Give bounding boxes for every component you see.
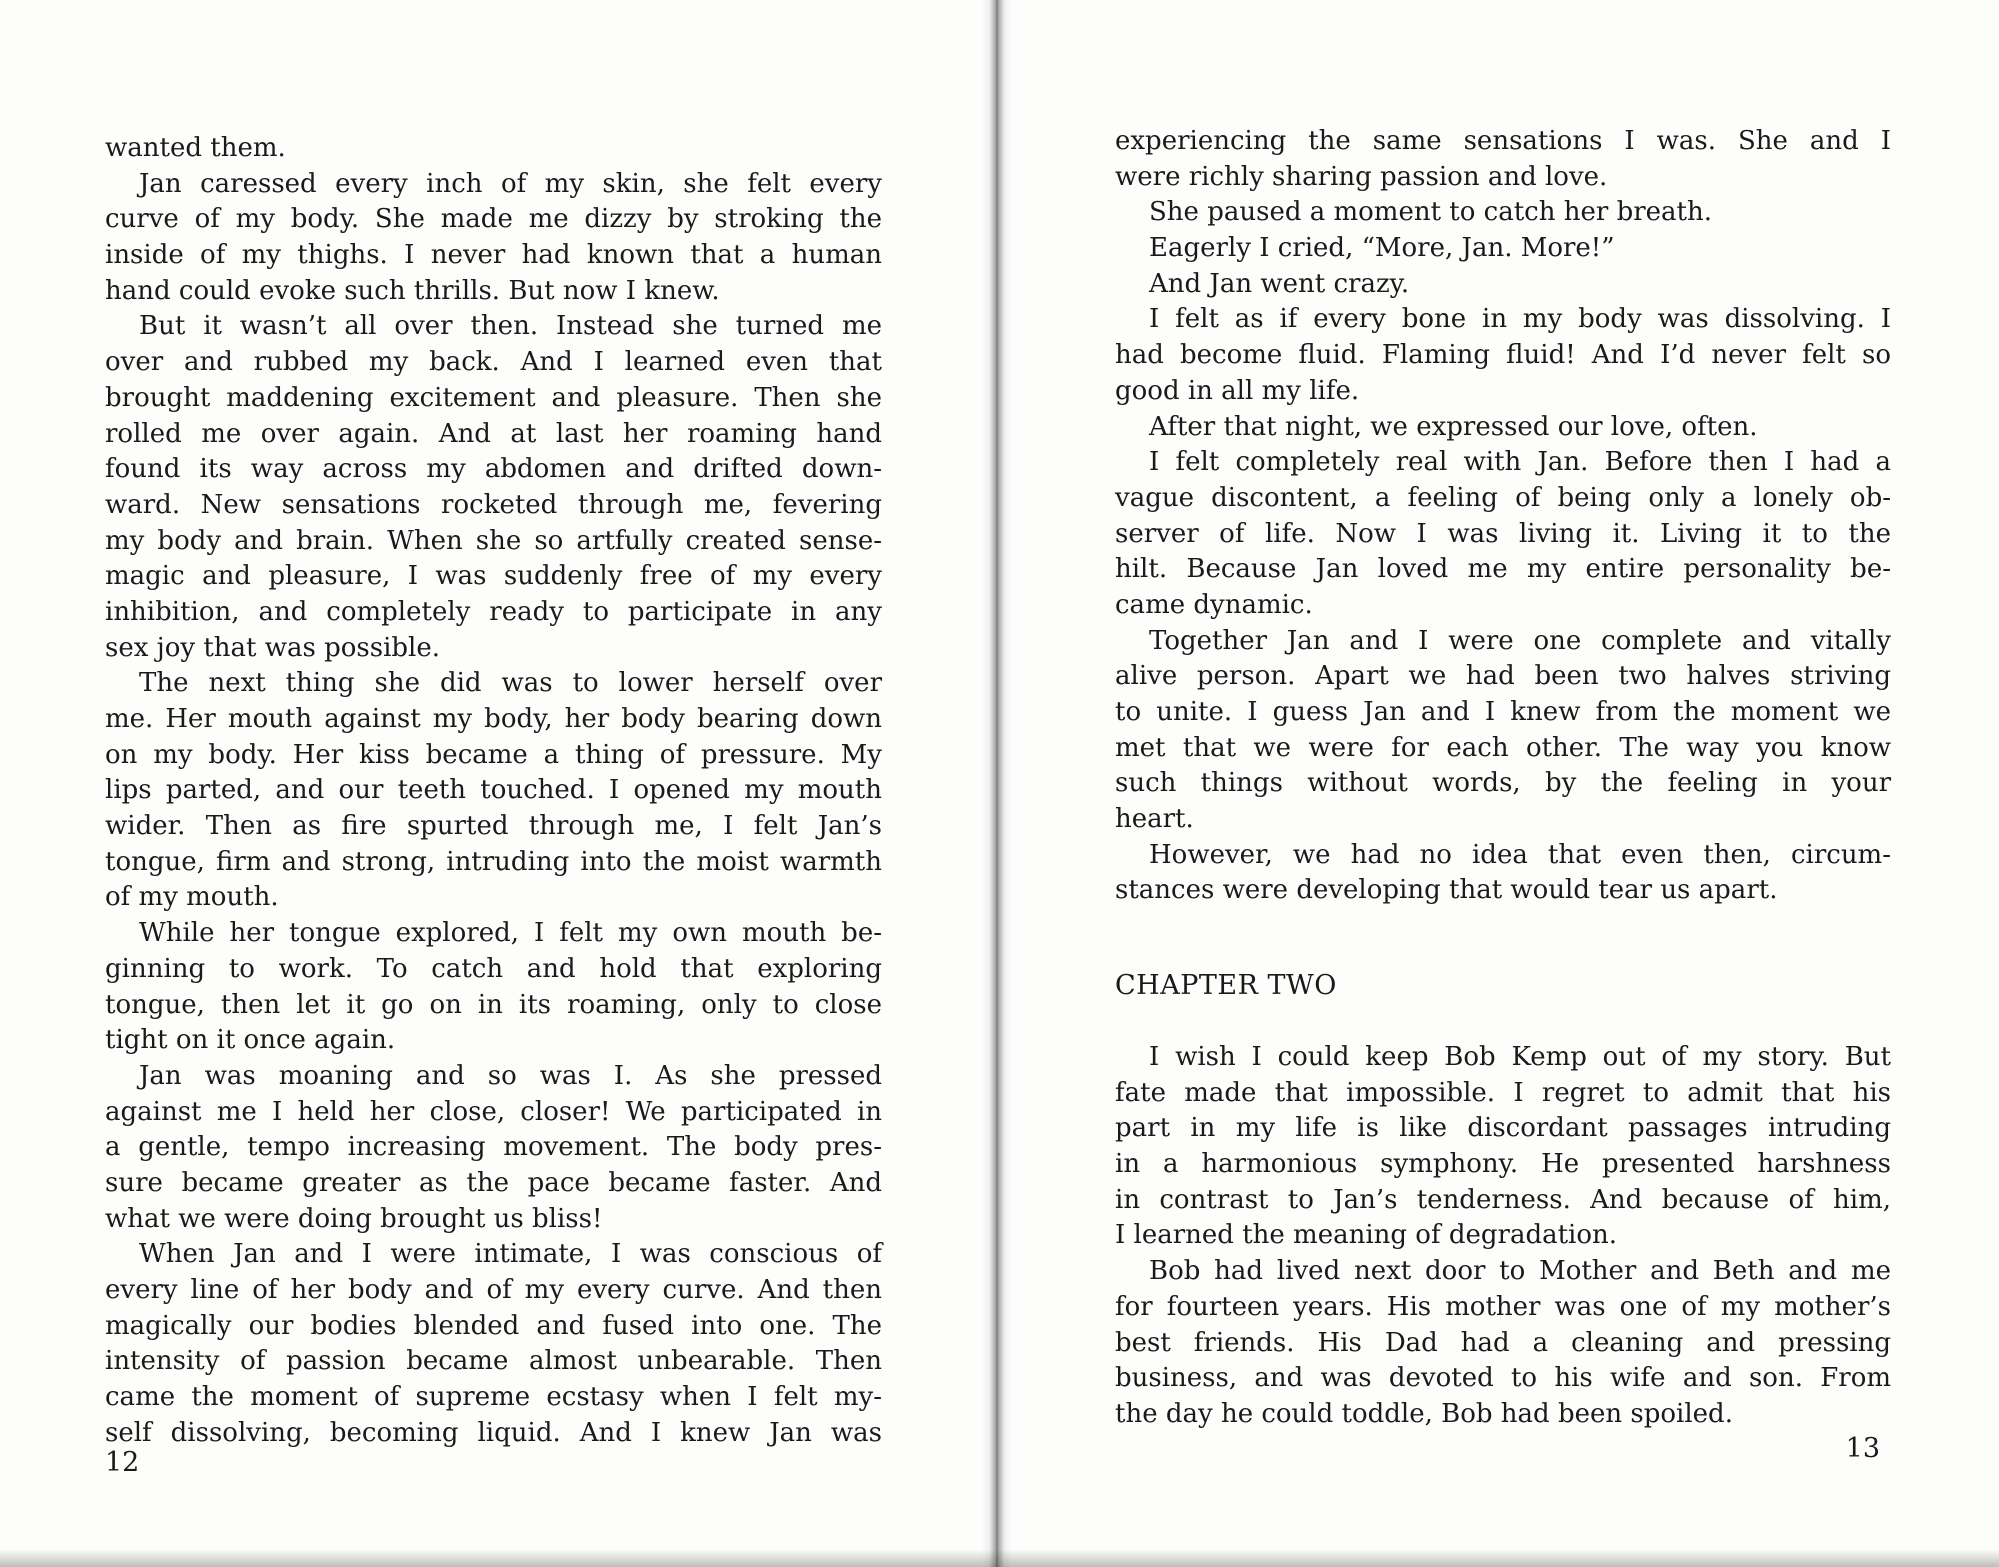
text-line: However, we had no idea that even then, circum- [1149, 839, 1891, 870]
scan-edge-shadow [0, 1549, 1999, 1567]
page-number: 12 [105, 1447, 140, 1478]
text-line: ginning to work. To catch and hold that exploring [105, 953, 882, 984]
text-line: experiencing the same sensations I was. She and I [1115, 126, 1891, 156]
text-line: But it wasn’t all over then. Instead she turned me [139, 311, 882, 342]
text-line: to unite. I guess Jan and I knew from the moment we [1115, 697, 1891, 727]
text-line: met that we were for each other. The way you know [1115, 732, 1891, 763]
text-line: were richly sharing passion and love. [1115, 161, 1608, 192]
text-line: inside of my thighs. I never had known that a human [105, 240, 882, 271]
text-line: what we were doing brought us bliss! [105, 1203, 603, 1234]
text-line: Jan caressed every inch of my skin, she felt every [139, 168, 882, 199]
text-line: I learned the meaning of degradation. [1115, 1220, 1618, 1251]
text-line: alive person. Apart we had been two halves striving [1115, 661, 1891, 692]
text-line: I felt completely real with Jan. Before then I had a [1149, 447, 1891, 478]
text-line: of my mouth. [105, 882, 279, 913]
text-line: had become fluid. Flaming fluid! And I’d never felt so [1115, 340, 1891, 371]
text-line: part in my life is like discordant passages intruding [1115, 1113, 1891, 1144]
text-line: for fourteen years. His mother was one of my mother’s [1115, 1291, 1891, 1322]
text-line: Together Jan and I were one complete and vitally [1149, 625, 1891, 656]
text-line: hand could evoke such thrills. But now I knew. [105, 275, 720, 306]
text-line: lips parted, and our teeth touched. I opened my mouth [105, 775, 882, 806]
text-line: intensity of passion became almost unbearable. Then [105, 1346, 882, 1377]
text-line: I felt as if every bone in my body was dissolving. I [1149, 304, 1891, 335]
text-line: in a harmonious symphony. He presented harshness [1115, 1149, 1891, 1180]
text-line: best friends. His Dad had a cleaning and pressing [1115, 1327, 1891, 1358]
text-line: came dynamic. [1115, 589, 1313, 620]
text-line: brought maddening excitement and pleasure. Then she [105, 382, 882, 413]
page-number: 13 [1845, 1433, 1880, 1464]
text-line: wanted them. [105, 133, 286, 163]
text-line: magically our bodies blended and fused into one. The [105, 1310, 882, 1341]
text-line: self dissolving, becoming liquid. And I knew Jan was [105, 1417, 882, 1448]
right-page [1000, 0, 1999, 1567]
text-line: sure became greater as the pace became faster. And [105, 1167, 882, 1198]
right-page-body-continued [1115, 1040, 1891, 1433]
text-line: me. Her mouth against my body, her body bearing down [105, 704, 882, 734]
text-line: Bob had lived next door to Mother and Beth and me [1149, 1256, 1891, 1287]
text-line: found its way across my abdomen and drifted down- [105, 454, 882, 485]
left-page [0, 0, 985, 1567]
text-line: She paused a moment to catch her breath. [1149, 197, 1712, 228]
right-page-body [1115, 124, 1891, 909]
text-line: server of life. Now I was living it. Living it to the [1115, 518, 1891, 549]
text-line: good in all my life. [1115, 375, 1360, 406]
text-line: the day he could toddle, Bob had been spoiled. [1115, 1398, 1733, 1429]
text-line: hilt. Because Jan loved me my entire personality be- [1115, 554, 1891, 585]
text-line: such things without words, by the feeling in your [1115, 768, 1891, 799]
text-line: magic and pleasure, I was suddenly free of my every [105, 561, 882, 592]
book-gutter [982, 0, 1012, 1567]
text-line: curve of my body. She made me dizzy by stroking the [105, 204, 882, 235]
text-line: rolled me over again. And at last her roaming hand [105, 418, 882, 449]
text-line: fate made that impossible. I regret to admit that his [1115, 1077, 1891, 1108]
text-line: heart. [1115, 804, 1194, 835]
text-line: When Jan and I were intimate, I was conscious of [139, 1239, 882, 1270]
text-line: business, and was devoted to his wife and son. From [1115, 1363, 1891, 1394]
text-line: tongue, firm and strong, intruding into the moist warmth [105, 846, 882, 877]
text-line: over and rubbed my back. And I learned even that [105, 347, 882, 378]
text-line: wider. Then as fire spurted through me, I felt Jan’s [105, 811, 882, 842]
left-page-body [105, 131, 882, 1451]
text-line: I wish I could keep Bob Kemp out of my story. But [1149, 1042, 1891, 1072]
text-line: came the moment of supreme ecstasy when I felt my- [105, 1382, 882, 1413]
text-line: a gentle, tempo increasing movement. The body pres- [105, 1132, 882, 1163]
text-line: ward. New sensations rocketed through me, fevering [105, 489, 882, 520]
text-line: And Jan went crazy. [1149, 268, 1410, 299]
text-line: stances were developing that would tear us apart. [1115, 875, 1778, 906]
text-line: The next thing she did was to lower herself over [139, 668, 882, 699]
text-line: in contrast to Jan’s tenderness. And because of him, [1115, 1184, 1891, 1215]
text-line: While her tongue explored, I felt my own mouth be- [139, 918, 882, 949]
text-line: on my body. Her kiss became a thing of pressure. My [105, 739, 882, 770]
text-line: every line of her body and of my every curve. And then [105, 1275, 882, 1305]
text-line: vague discontent, a feeling of being only a lonely ob- [1115, 482, 1891, 513]
text-line: inhibition, and completely ready to participate in any [105, 596, 882, 627]
chapter-heading: CHAPTER TWO [1115, 970, 1337, 1001]
text-line: against me I held her close, closer! We participated in [105, 1096, 882, 1127]
text-line: tight on it once again. [105, 1025, 396, 1056]
text-line: tongue, then let it go on in its roaming, only to close [105, 989, 882, 1020]
text-line: sex joy that was possible. [105, 632, 441, 663]
text-line: my body and brain. When she so artfully created sense- [105, 525, 882, 556]
text-line: Jan was moaning and so was I. As she pressed [139, 1060, 882, 1091]
text-line: Eagerly I cried, “More, Jan. More!” [1149, 233, 1615, 264]
text-line: After that night, we expressed our love, often. [1149, 411, 1758, 442]
